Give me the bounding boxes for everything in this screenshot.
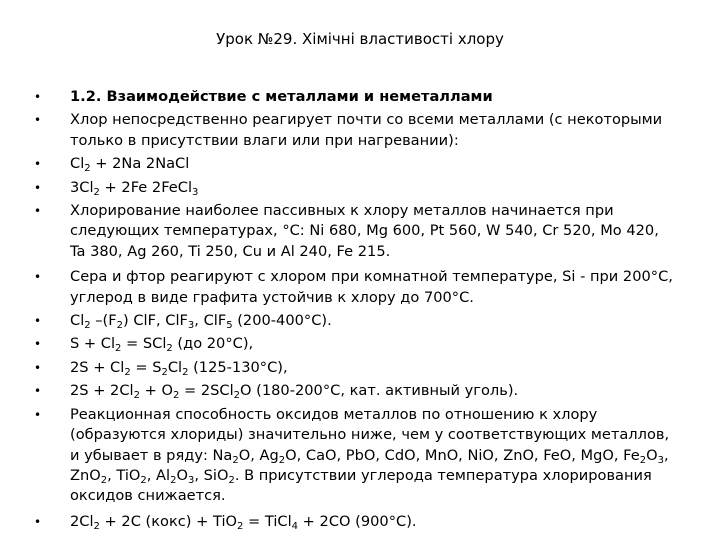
- equation: $Cl_2$ $-(F_2)$ ClF, ClF$_3$, ClF$_5$ (200-400°С).: [70, 312, 332, 332]
- list-item: [34, 405, 674, 507]
- bullet-icon: •: [34, 180, 42, 195]
- item-text: Хлорирование наиболее пассивных к хлору металлов начинается при следующих температурах, °С: Ni 680, Mg 600, Pt 560, W 540, Cr 520, Mo 420, Ta 380, Ag 260, Ti 250, Cu и Al 240, Fe 215.: [70, 202, 659, 260]
- bullet-icon: •: [34, 384, 42, 399]
- list-item: [34, 311, 674, 331]
- list-item: [34, 267, 674, 308]
- bullet-icon: •: [34, 157, 42, 172]
- item-text: Сера и фтор реагируют с хлором при комнатной температуре, Si - при 200°С, углерод в виде графита устойчив к хлору до 700°С.: [70, 268, 673, 306]
- equation: $2S + 2Cl_2 + O_2 = 2SCl_2O$ (180-200°С, кат. активный уголь).: [70, 382, 519, 402]
- item-text: Реакционная способность оксидов металлов по отношению к хлору (образуются хлориды) значительно ниже, чем у соответствующих металлов, и убывает в ряду: $Na_2O$, $Ag_2O$, CaO, PbO, CdO, MnO, NiO, ZnO, FeO, MgO, $Fe_2O_3$, ZnO$_2$, TiO$_2$, $Al_2O_3$, SiO$_2$. В присутствии углерода температура хлорирования оксидов снижается.: [70, 405, 670, 505]
- bullet-icon: •: [34, 113, 42, 128]
- equation: $3Cl_2 + 2Fe$ 2FeCl$_3$: [70, 178, 199, 198]
- bullet-icon: •: [34, 314, 42, 329]
- list-item: [34, 334, 674, 354]
- bullet-icon: •: [34, 360, 42, 375]
- slide-title: Урок №29. Хімічні властивості хлору: [216, 30, 504, 48]
- list-item: [34, 87, 674, 107]
- equation: $2S + Cl_2 = S_2Cl_2$ (125-130°С),: [70, 358, 288, 378]
- list-item: [34, 512, 674, 532]
- equation: $S + Cl_2 = SCl_2$ (до 20°С),: [70, 335, 254, 355]
- list-item: [34, 154, 674, 174]
- bullet-icon: •: [34, 204, 42, 219]
- item-text: Хлор непосредственно реагирует почти со всеми металлами (с некоторыми только в присутствии влаги или при нагревании):: [70, 111, 663, 149]
- bullet-icon: •: [34, 407, 42, 422]
- list-item: [34, 381, 674, 401]
- bullet-icon: •: [34, 90, 42, 104]
- list-item: [34, 110, 674, 151]
- list-item: [34, 201, 674, 262]
- equation: $Cl_2 + 2Na$ 2NaCl: [70, 155, 190, 175]
- section-heading: 1.2. Взаимодействие с металлами и неметаллами: [70, 88, 493, 105]
- list-item: [34, 178, 674, 198]
- bullet-list: [34, 87, 674, 532]
- bullet-icon: •: [34, 514, 42, 529]
- list-item: [34, 358, 674, 378]
- bullet-icon: •: [34, 337, 42, 352]
- equation: $2Cl_2 + 2C$ (кокс) + TiO$_2$ = TiCl$_4$ + 2CO (900°С).: [70, 512, 417, 532]
- bullet-icon: •: [34, 270, 42, 285]
